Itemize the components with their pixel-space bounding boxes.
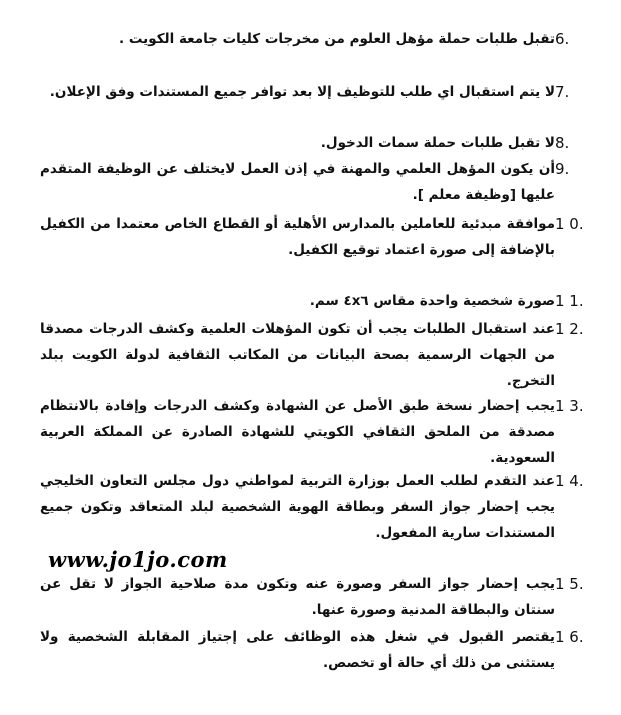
item-number: 6. (555, 30, 570, 48)
item-text: لا يتم استقبال اي طلب للتوظيف إلا بعد توافر جميع المستندات وفق الإعلان. (49, 84, 555, 100)
item-number: 1 4. (555, 472, 584, 490)
item-number: 1 5. (555, 575, 584, 593)
item-text: عند استقبال الطلبات يجب أن تكون المؤهلات العلمية وكشف الدرجات مصدقا من الجهات الرسمية بصحة البيانات من المكاتب الثقافية لدولة الكويت ببلد التخرج. (40, 321, 555, 389)
item-text: تقبل طلبات حملة مؤهل العلوم من مخرجات كليات جامعة الكويت . (119, 31, 555, 47)
item-number: 1 1. (555, 292, 584, 310)
item-text: أن يكون المؤهل العلمي والمهنة في إذن العمل لايختلف عن الوظيفة المتقدم عليها [وظيفة معلم ]. (40, 161, 555, 203)
item-text: يقتصر القبول في شغل هذه الوظائف على إجتياز المقابلة الشخصية ولا يستثنى من ذلك أي حالة أو تخصص. (40, 629, 555, 671)
item-number: 1 2. (555, 320, 584, 338)
item-text: يجب إحضار جواز السفر وصورة عنه وتكون مدة صلاحية الجواز لا تقل عن سنتان والبطاقة المدنية وصورة عنها. (40, 576, 555, 618)
item-number: 1 0. (555, 215, 584, 233)
item-text: موافقة مبدئية للعاملين بالمدارس الأهلية أو القطاع الخاص معتمدا من الكفيل بالإضافة إلى صورة اعتماد توقيع الكفيل. (40, 216, 555, 258)
item-number: 1 6. (555, 628, 584, 646)
item-text: لا تقبل طلبات حملة سمات الدخول. (320, 135, 555, 151)
item-number: 7. (555, 83, 570, 101)
item-text: يجب إحضار نسخة طبق الأصل عن الشهادة وكشف الدرجات وإفادة بالانتظام مصدقة من الملحق الثقافي الكويتي للشهادة الصادرة عن المملكة العربية السعودية. (40, 398, 555, 466)
item-text: عند التقدم لطلب العمل بوزارة التربية لمواطني دول مجلس التعاون الخليجي يجب إحضار جواز السفر وبطاقة الهوية الشخصية لبلد المتعاقد وتكون جميع المستندات سارية المفعول. (40, 473, 555, 541)
watermark-url: www.jo1jo.com (44, 547, 232, 572)
item-number: 1 3. (555, 397, 584, 415)
item-text: صورة شخصية واحدة مقاس ٤x٦ سم. (309, 293, 555, 309)
item-number: 8. (555, 134, 570, 152)
item-number: 9. (555, 160, 570, 178)
